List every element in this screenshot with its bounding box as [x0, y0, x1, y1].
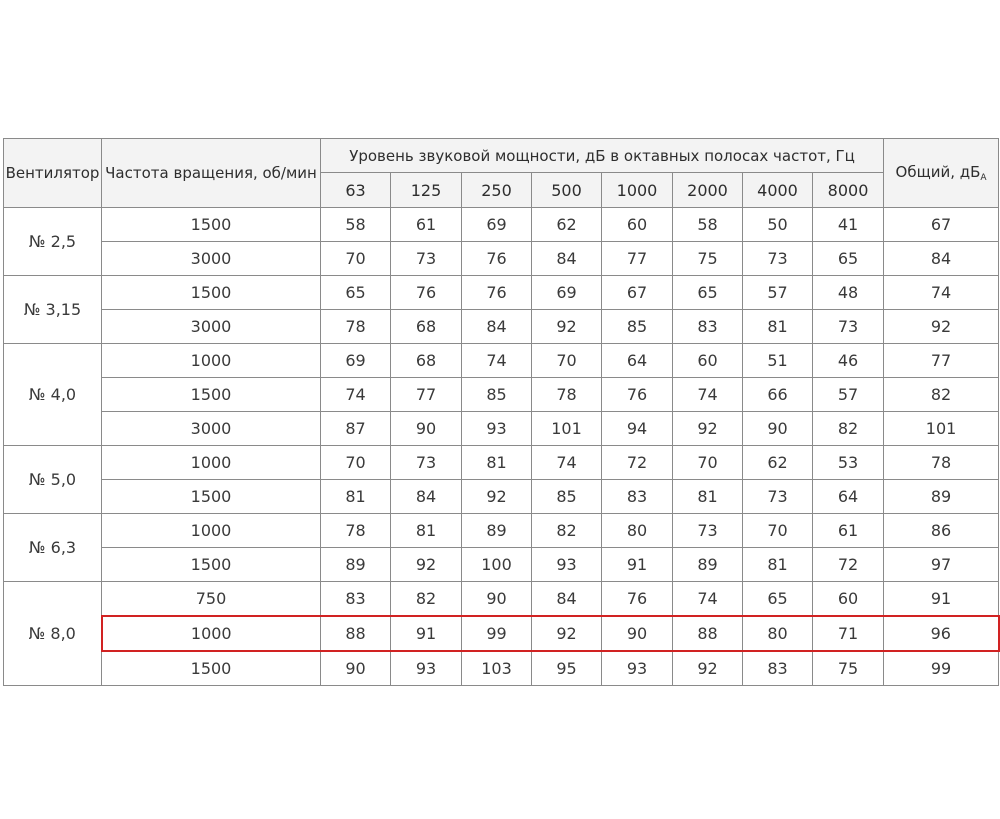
total-cell: 84 — [884, 242, 999, 276]
total-cell: 89 — [884, 480, 999, 514]
total-cell: 82 — [884, 378, 999, 412]
band-value-cell: 88 — [673, 616, 743, 651]
speed-cell: 1000 — [102, 344, 321, 378]
band-value-cell: 90 — [743, 412, 813, 446]
header-band-63: 63 — [321, 173, 391, 208]
speed-cell: 3000 — [102, 242, 321, 276]
band-value-cell: 70 — [321, 446, 391, 480]
band-value-cell: 76 — [602, 582, 673, 617]
header-fan: Вентилятор — [4, 139, 102, 208]
band-value-cell: 87 — [321, 412, 391, 446]
speed-cell: 1000 — [102, 514, 321, 548]
table-row — [4, 582, 999, 617]
band-value-cell: 61 — [391, 208, 462, 242]
speed-cell: 3000 — [102, 310, 321, 344]
band-value-cell: 92 — [532, 310, 602, 344]
band-value-cell: 93 — [532, 548, 602, 582]
band-value-cell: 51 — [743, 344, 813, 378]
total-cell: 97 — [884, 548, 999, 582]
band-value-cell: 70 — [532, 344, 602, 378]
band-value-cell: 60 — [673, 344, 743, 378]
band-value-cell: 64 — [813, 480, 884, 514]
band-value-cell: 60 — [602, 208, 673, 242]
band-value-cell: 75 — [673, 242, 743, 276]
band-value-cell: 89 — [673, 548, 743, 582]
table-body — [4, 208, 999, 686]
band-value-cell: 77 — [602, 242, 673, 276]
total-cell: 96 — [884, 616, 999, 651]
header-speed: Частота вращения, об/мин — [102, 139, 321, 208]
band-value-cell: 70 — [321, 242, 391, 276]
band-value-cell: 76 — [391, 276, 462, 310]
band-value-cell: 103 — [462, 651, 532, 686]
total-cell: 86 — [884, 514, 999, 548]
band-value-cell: 93 — [602, 651, 673, 686]
band-value-cell: 73 — [391, 242, 462, 276]
header-sound-level: Уровень звуковой мощности, дБ в октавных полосах частот, Гц — [321, 139, 884, 173]
fan-model-cell: № 3,15 — [4, 276, 102, 344]
band-value-cell: 75 — [813, 651, 884, 686]
table-row — [4, 378, 999, 412]
fan-model-cell: № 4,0 — [4, 344, 102, 446]
band-value-cell: 93 — [391, 651, 462, 686]
band-value-cell: 81 — [462, 446, 532, 480]
band-value-cell: 91 — [602, 548, 673, 582]
band-value-cell: 46 — [813, 344, 884, 378]
band-value-cell: 73 — [673, 514, 743, 548]
table-row — [4, 446, 999, 480]
band-value-cell: 81 — [743, 548, 813, 582]
band-value-cell: 48 — [813, 276, 884, 310]
table-row — [4, 344, 999, 378]
band-value-cell: 73 — [743, 242, 813, 276]
speed-cell: 3000 — [102, 412, 321, 446]
band-value-cell: 69 — [321, 344, 391, 378]
table-row — [4, 310, 999, 344]
table-row — [4, 514, 999, 548]
band-value-cell: 81 — [391, 514, 462, 548]
band-value-cell: 83 — [673, 310, 743, 344]
band-value-cell: 41 — [813, 208, 884, 242]
header-total-label: Общий, дБ — [895, 163, 981, 181]
band-value-cell: 85 — [462, 378, 532, 412]
band-value-cell: 85 — [532, 480, 602, 514]
band-value-cell: 74 — [673, 582, 743, 617]
band-value-cell: 71 — [813, 616, 884, 651]
band-value-cell: 88 — [321, 616, 391, 651]
header-band-2000: 2000 — [673, 173, 743, 208]
band-value-cell: 74 — [321, 378, 391, 412]
table-row — [4, 616, 999, 651]
band-value-cell: 60 — [813, 582, 884, 617]
band-value-cell: 58 — [673, 208, 743, 242]
band-value-cell: 83 — [743, 651, 813, 686]
band-value-cell: 94 — [602, 412, 673, 446]
band-value-cell: 90 — [321, 651, 391, 686]
speed-cell: 1500 — [102, 651, 321, 686]
band-value-cell: 82 — [532, 514, 602, 548]
header-band-125: 125 — [391, 173, 462, 208]
band-value-cell: 89 — [462, 514, 532, 548]
total-cell: 91 — [884, 582, 999, 617]
band-value-cell: 62 — [532, 208, 602, 242]
band-value-cell: 72 — [813, 548, 884, 582]
band-value-cell: 68 — [391, 344, 462, 378]
table-row — [4, 412, 999, 446]
band-value-cell: 53 — [813, 446, 884, 480]
band-value-cell: 84 — [532, 582, 602, 617]
band-value-cell: 90 — [391, 412, 462, 446]
fan-model-cell: № 5,0 — [4, 446, 102, 514]
band-value-cell: 91 — [391, 616, 462, 651]
band-value-cell: 65 — [743, 582, 813, 617]
band-value-cell: 78 — [321, 310, 391, 344]
header-band-500: 500 — [532, 173, 602, 208]
table-row — [4, 242, 999, 276]
band-value-cell: 65 — [321, 276, 391, 310]
header-band-250: 250 — [462, 173, 532, 208]
speed-cell: 1500 — [102, 208, 321, 242]
band-value-cell: 83 — [602, 480, 673, 514]
band-value-cell: 100 — [462, 548, 532, 582]
band-value-cell: 65 — [813, 242, 884, 276]
band-value-cell: 50 — [743, 208, 813, 242]
speed-cell: 1500 — [102, 378, 321, 412]
band-value-cell: 78 — [532, 378, 602, 412]
table-row — [4, 548, 999, 582]
band-value-cell: 90 — [462, 582, 532, 617]
band-value-cell: 74 — [673, 378, 743, 412]
header-total-subscript: А — [980, 173, 987, 183]
speed-cell: 1000 — [102, 446, 321, 480]
total-cell: 101 — [884, 412, 999, 446]
band-value-cell: 58 — [321, 208, 391, 242]
band-value-cell: 73 — [813, 310, 884, 344]
total-cell: 74 — [884, 276, 999, 310]
band-value-cell: 74 — [462, 344, 532, 378]
band-value-cell: 76 — [462, 242, 532, 276]
table-row — [4, 480, 999, 514]
speed-cell: 1500 — [102, 548, 321, 582]
band-value-cell: 85 — [602, 310, 673, 344]
band-value-cell: 68 — [391, 310, 462, 344]
band-value-cell: 66 — [743, 378, 813, 412]
band-value-cell: 81 — [321, 480, 391, 514]
header-band-4000: 4000 — [743, 173, 813, 208]
band-value-cell: 82 — [813, 412, 884, 446]
header-total — [884, 139, 999, 208]
band-value-cell: 62 — [743, 446, 813, 480]
speed-cell: 1500 — [102, 480, 321, 514]
fan-model-cell: № 8,0 — [4, 582, 102, 686]
band-value-cell: 84 — [391, 480, 462, 514]
band-value-cell: 77 — [391, 378, 462, 412]
band-value-cell: 81 — [743, 310, 813, 344]
band-value-cell: 67 — [602, 276, 673, 310]
band-value-cell: 73 — [391, 446, 462, 480]
band-value-cell: 73 — [743, 480, 813, 514]
band-value-cell: 80 — [602, 514, 673, 548]
sound-power-table — [3, 138, 1000, 686]
band-value-cell: 69 — [462, 208, 532, 242]
band-value-cell: 70 — [673, 446, 743, 480]
table-row — [4, 208, 999, 242]
band-value-cell: 89 — [321, 548, 391, 582]
total-cell: 67 — [884, 208, 999, 242]
band-value-cell: 92 — [673, 412, 743, 446]
band-value-cell: 84 — [462, 310, 532, 344]
band-value-cell: 80 — [743, 616, 813, 651]
total-cell: 99 — [884, 651, 999, 686]
header-band-1000: 1000 — [602, 173, 673, 208]
band-value-cell: 92 — [673, 651, 743, 686]
band-value-cell: 74 — [532, 446, 602, 480]
band-value-cell: 70 — [743, 514, 813, 548]
band-value-cell: 61 — [813, 514, 884, 548]
header-band-8000: 8000 — [813, 173, 884, 208]
total-cell: 77 — [884, 344, 999, 378]
band-value-cell: 83 — [321, 582, 391, 617]
table-row — [4, 276, 999, 310]
band-value-cell: 92 — [462, 480, 532, 514]
total-cell: 78 — [884, 446, 999, 480]
total-cell: 92 — [884, 310, 999, 344]
band-value-cell: 72 — [602, 446, 673, 480]
table-row — [4, 651, 999, 686]
fan-model-cell: № 6,3 — [4, 514, 102, 582]
band-value-cell: 84 — [532, 242, 602, 276]
band-value-cell: 81 — [673, 480, 743, 514]
speed-cell: 1500 — [102, 276, 321, 310]
band-value-cell: 57 — [743, 276, 813, 310]
speed-cell: 1000 — [102, 616, 321, 651]
band-value-cell: 64 — [602, 344, 673, 378]
band-value-cell: 95 — [532, 651, 602, 686]
band-value-cell: 65 — [673, 276, 743, 310]
band-value-cell: 101 — [532, 412, 602, 446]
band-value-cell: 99 — [462, 616, 532, 651]
band-value-cell: 92 — [532, 616, 602, 651]
fan-model-cell: № 2,5 — [4, 208, 102, 276]
band-value-cell: 57 — [813, 378, 884, 412]
band-value-cell: 90 — [602, 616, 673, 651]
band-value-cell: 76 — [602, 378, 673, 412]
speed-cell: 750 — [102, 582, 321, 617]
band-value-cell: 93 — [462, 412, 532, 446]
band-value-cell: 76 — [462, 276, 532, 310]
band-value-cell: 92 — [391, 548, 462, 582]
band-value-cell: 82 — [391, 582, 462, 617]
band-value-cell: 78 — [321, 514, 391, 548]
band-value-cell: 69 — [532, 276, 602, 310]
